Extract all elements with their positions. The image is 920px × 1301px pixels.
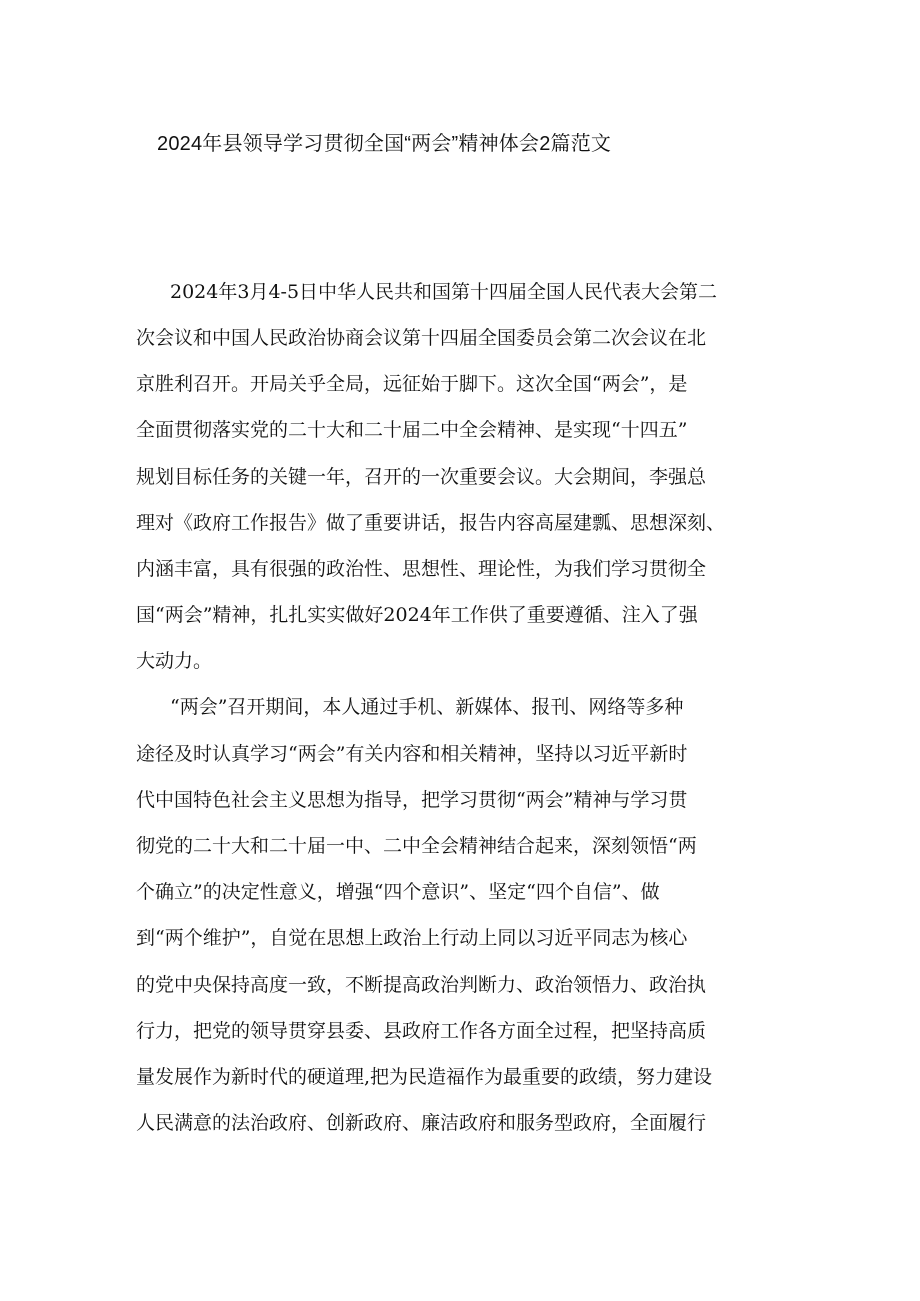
paragraph-1-line-1: 2024年3月4-5日中华人民共和国第十四届全国人民代表大会第二 xyxy=(170,281,718,303)
paragraph-1-line-5: 规划目标任务的关键一年，召开的一次重要会议。大会期间，李强总 xyxy=(136,466,707,488)
paragraph-1-line-7: 内涵丰富，具有很强的政治性、思想性、理论性，为我们学习贯彻全 xyxy=(136,558,707,580)
document-title: 2024年县领导学习贯彻全国“两会”精神体会2篇范文 xyxy=(157,133,612,155)
paragraph-2-line-4: 彻党的二十大和二十届一中、二中全会精神结合起来，深刻领悟“两 xyxy=(136,835,697,857)
paragraph-1-line-8: 国“两会”精神，扎扎实实做好2024年工作供了重要遵循、注入了强 xyxy=(136,604,698,626)
paragraph-1-line-4: 全面贯彻落实党的二十大和二十届二中全会精神、是实现“十四五” xyxy=(136,419,688,441)
paragraph-2-line-10: 人民满意的法治政府、创新政府、廉洁政府和服务型政府，全面履行 xyxy=(136,1112,707,1134)
paragraph-2-line-9: 量发展作为新时代的硬道理,把为民造福作为最重要的政绩，努力建设 xyxy=(136,1066,713,1088)
paragraph-1-line-3: 京胜利召开。开局关乎全局，远征始于脚下。这次全国“两会”，是 xyxy=(136,373,688,395)
paragraph-1-line-6: 理对《政府工作报告》做了重要讲话，报告内容高屋建瓢、思想深刻、 xyxy=(136,512,726,534)
paragraph-2-line-2: 途径及时认真学习“两会”有关内容和相关精神，坚持以习近平新时 xyxy=(136,743,688,765)
paragraph-1-line-9: 大动力。 xyxy=(136,650,213,672)
paragraph-2-line-3: 代中国特色社会主义思想为指导，把学习贯彻“两会”精神与学习贯 xyxy=(136,789,688,811)
paragraph-2-line-6: 到“两个维护”，自觉在思想上政治上行动上同以习近平同志为核心 xyxy=(136,927,688,949)
paragraph-2-line-1: “两会”召开期间，本人通过手机、新媒体、报刊、网络等多种 xyxy=(170,696,684,718)
paragraph-2-line-5: 个确立”的决定性意义，增强“四个意识”、坚定“四个自信”、做 xyxy=(136,881,660,903)
paragraph-2-line-8: 行力，把党的领导贯穿县委、县政府工作各方面全过程，把坚持高质 xyxy=(136,1020,707,1042)
paragraph-2-line-7: 的党中央保持高度一致，不断提高政治判断力、政治领悟力、政治执 xyxy=(136,974,707,996)
paragraph-1-line-2: 次会议和中国人民政治协商会议第十四届全国委员会第二次会议在北 xyxy=(136,327,707,349)
